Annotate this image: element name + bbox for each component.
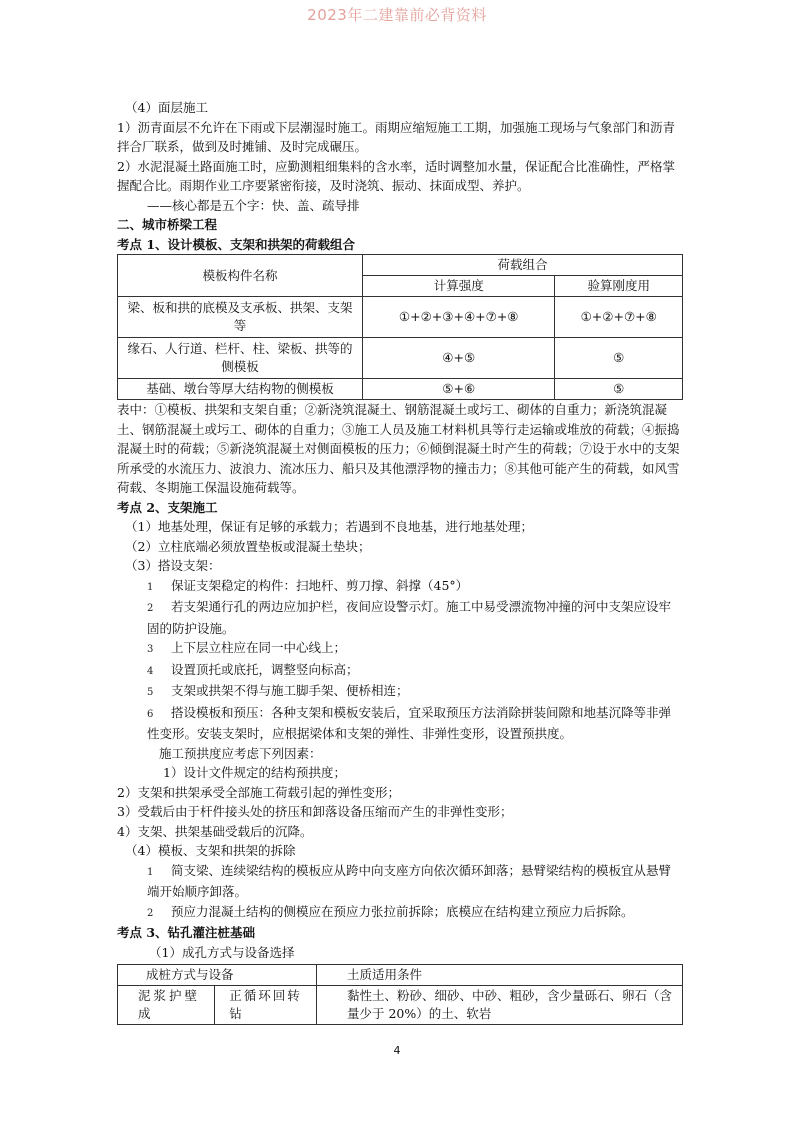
list-item-text: 若支架通行孔的两边应加护栏，夜间应设警示灯。施工中易受漂流物冲撞的河中支架应设牢固的防护设施。 [147,599,672,636]
surface-paragraph-2: 2）水泥混凝土路面施工时，应勤测粗细集料的含水率，适时调整加水量，保证配合比准确性，严格掌握配合比。雨期作业工序要紧密衔接，及时浇筑、振动、抹面成型、养护。 [117,158,675,193]
list-item-number: 1 [147,581,154,593]
surface-paragraph-1: 1）沥青面层不允许在下雨或下层潮湿时施工。雨期应缩短施工工期，加强施工现场与气象部门和沥青拌合厂联系，做到及时摊铺、及时完成碾压。 [117,119,675,154]
list-item [117,597,683,638]
list-item [117,902,683,924]
list-item-text: 设置顶托或底托，调整竖向标高； [171,661,359,677]
camber-item: 1）设计文件规定的结构预拱度； [163,765,346,780]
table-header-calc: 计算强度 [363,276,555,297]
camber-item: 3）受载后由于杆件接头处的挤压和卸落设备压缩而产生的非弹性变形； [117,804,513,819]
table-header-group: 荷载组合 [363,255,683,276]
support-item-3: （3）搭设支架： [125,558,221,573]
table-note: 表中：①模板、拱架和支架自重；②新浇筑混凝土、钢筋混凝土或圬工、砌体的自重力；新浇筑混凝土、钢筋混凝土或圬工、砌体的自重力；③施工人员及施工材料机具等行走运输或堆放的荷载；④振捣混凝土时的荷载；⑤新浇筑混凝土对侧面模板的压力；⑥倾倒混凝土时产生的荷载；⑦设于水中的支架所承受的水流压力、波浪力、流冰压力、船只及其他漂浮物的撞击力；⑧其他可能产生的荷载，如风雪荷载、冬期施工保温设施荷载等。 [117,402,680,495]
table-header-name: 模板构件名称 [118,255,363,297]
table-cell-name: 基础、墩台等厚大结构物的侧模板 [118,379,363,400]
table-cell-calc: ⑤+⑥ [363,379,555,400]
support-item-4: （4）模板、支架和拱架的拆除 [125,843,296,858]
camber-title: 施工预拱度应考虑下列因素： [159,745,322,761]
table-cell-check: ⑤ [555,338,683,379]
boring-method-table [117,964,683,1025]
list-item [117,638,683,660]
list-item [117,703,683,744]
list-item [117,861,683,902]
table-cell-calc: ①+②+③+④+⑦+⑧ [363,297,555,338]
table-cell-soil: 黏性土、粉砂、细砂、中砂、粗砂，含少量砾石、卵石（含量少于 20%）的土、软岩 [317,986,683,1025]
list-item-number: 3 [147,644,154,655]
list-item [117,660,683,682]
list-item-number: 1 [147,866,154,878]
list-item-text: 上下层立柱应在同一中心线上； [171,640,347,655]
topic-1-title: 考点 1、设计模板、支架和拱架的荷载组合 [117,236,356,252]
list-item-number: 2 [147,603,154,614]
table-cell-calc: ④+⑤ [363,338,555,379]
list-item-number: 2 [147,907,154,919]
list-item-text: 保证支架稳定的构件：扫地杆、剪刀撑、斜撑（45°） [171,577,469,593]
table-header-method: 成桩方式与设备 [118,965,317,986]
pile-subheading: （1）成孔方式与设备选择 [149,944,295,960]
section-heading-bridge: 二、城市桥梁工程 [117,217,218,232]
list-item-number: 4 [147,665,154,677]
camber-item: 2）支架和拱架承受全部施工荷载引起的弹性变形； [117,784,400,800]
table-header-soil: 土质适用条件 [317,965,683,986]
list-item [117,576,683,598]
table-cell-method: 泥浆护壁成 [118,986,215,1025]
list-item [117,681,683,703]
load-combination-table [117,254,683,400]
table-row [118,986,683,1025]
camber-item: 4）支架、拱架基础受载后的沉降。 [117,823,313,839]
table-cell-name: 缘石、人行道、栏杆、柱、梁板、拱等的侧模板 [118,338,363,379]
table-cell-equipment: 正循环回转钻 [215,986,317,1025]
page-number: 4 [393,1044,401,1057]
table-row [118,297,683,338]
table-cell-check: ⑤ [555,379,683,400]
list-item-text: 简支梁、连续梁结构的模板应从跨中向支座方向依次循环卸落；悬臂梁结构的模板宜从悬臂端开始顺序卸落。 [147,862,672,899]
list-item-text: 支架或拱架不得与施工脚手架、便桥相连； [171,683,409,698]
topic-2-title: 考点 2、支架施工 [117,499,218,515]
table-cell-name: 梁、板和拱的底模及支承板、拱架、支架等 [118,297,363,338]
core-summary: ——核心都是五个字：快、盖、疏导排 [147,197,360,213]
table-row [118,338,683,379]
surface-heading: （4）面层施工 [125,100,208,115]
table-row [118,379,683,400]
list-item-number: 6 [147,708,154,720]
page-content [117,98,683,1025]
topic-3-title: 考点 3、钻孔灌注桩基础 [117,925,256,940]
support-item-2: （2）立柱底端必须放置垫板或混凝土垫块； [125,538,371,554]
list-item-number: 5 [147,687,154,698]
list-item-text: 预应力混凝土结构的侧模应在预应力张拉前拆除；底模应在结构建立预应力后拆除。 [171,903,634,919]
watermark-header: 2023年二建靠前必背资料 [307,6,487,24]
table-header-check: 验算刚度用 [555,276,683,297]
list-item-text: 搭设模板和预压：各种支架和模板安装后，宜采取预压方法消除拼装间隙和地基沉降等非弹性变形。安装支架时，应根据梁体和支架的弹性、非弹性变形，设置预拱度。 [147,704,672,741]
support-item-1: （1）地基处理，保证有足够的承载力；若遇到不良地基，进行地基处理； [125,519,533,534]
table-cell-check: ①+②+⑦+⑧ [555,297,683,338]
